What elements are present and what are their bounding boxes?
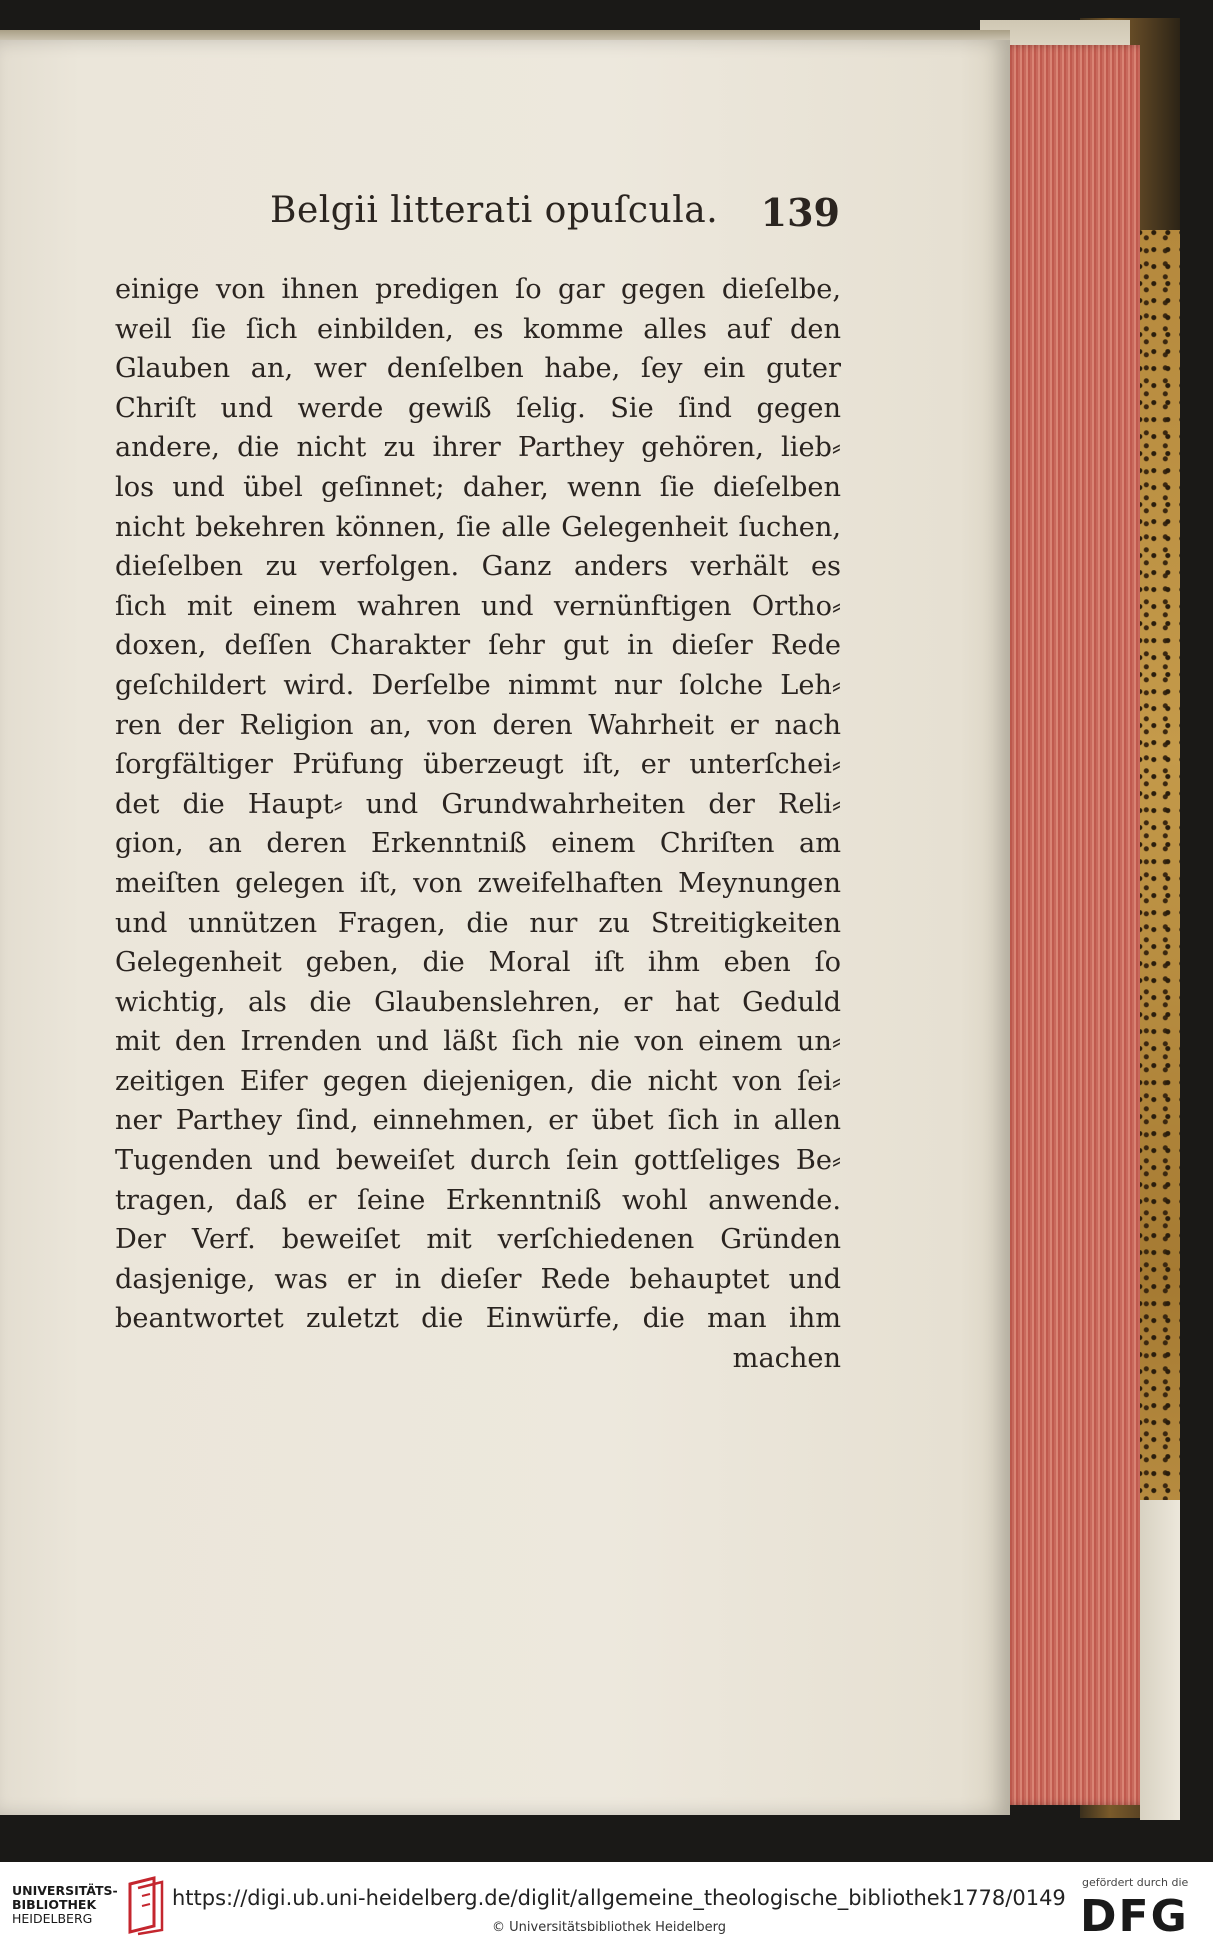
library-logo[interactable] [12,1884,122,1926]
running-head-title: Belgii litterati opuſcula. [270,190,719,231]
funding-caption: gefördert durch die [1082,1876,1189,1889]
text-line: Der Verf. beweiſet mit verſchiedenen Gründen [115,1224,841,1256]
text-line: gion, an deren Erkenntniß einem Chriſten am [115,828,841,860]
text-line: Tugenden und beweiſet durch ſein gottſeliges Be⸗ [115,1145,841,1177]
text-line: andere, die nicht zu ihrer Parthey gehören, lieb⸗ [115,432,841,464]
library-name-line: UNIVERSITÄTS- [12,1883,118,1898]
text-line: meiſten gelegen iſt, von zweifelhaften Meynungen [115,867,841,899]
permalink-url[interactable]: https://digi.ub.uni-heidelberg.de/diglit/allgemeine_theologische_bibliothek1778/0149 [172,1886,1066,1910]
viewer-footer [0,1862,1213,1951]
dfg-logo[interactable]: DFG [1080,1891,1189,1942]
body-text [115,270,841,1379]
text-line: Glauben an, wer denſelben habe, ſey ein guter [115,353,841,385]
text-line: ner Parthey ſind, einnehmen, er übet ſich in allen [115,1105,841,1137]
text-line: geſchildert wird. Derſelbe nimmt nur ſolche Leh⸗ [115,669,841,701]
page-number: 139 [760,190,840,235]
text-line: Gelegenheit geben, die Moral iſt ihm eben ſo [115,947,841,979]
text-line: und unnützen Fragen, die nur zu Streitigkeiten [115,907,841,939]
text-line: los und übel geſinnet; daher, wenn ſie dieſelben [115,471,841,503]
cover-corner [1140,1500,1180,1820]
ub-heidelberg-mark-icon [124,1874,168,1936]
text-line: mit den Irrenden und läßt ſich nie von einem un⸗ [115,1026,841,1058]
copyright-notice: © Universitätsbibliothek Heidelberg [492,1920,727,1935]
text-line: doxen, deſſen Charakter ſehr gut in dieſer Rede [115,630,841,662]
text-line: nicht bekehren können, ſie alle Gelegenheit ſuchen, [115,511,841,543]
library-name-line: BIBLIOTHEK [12,1897,97,1912]
text-line: dasjenige, was er in dieſer Rede behauptet und [115,1263,841,1295]
text-line: ſich mit einem wahren und vernünftigen Ortho⸗ [115,590,841,622]
text-line: beantwortet zuletzt die Einwürfe, die man ihm [115,1303,841,1335]
text-line: wichtig, als die Glaubenslehren, er hat Geduld [115,986,841,1018]
text-line: ſorgfältiger Prüfung überzeugt iſt, er unterſchei⸗ [115,749,841,781]
red-page-edges [1000,45,1140,1805]
catchword: machen [732,1343,841,1375]
text-line: dieſelben zu verfolgen. Ganz anders verhält es [115,551,841,583]
library-name-line: HEIDELBERG [12,1911,93,1926]
text-line: einige von ihnen predigen ſo gar gegen dieſelbe, [115,274,841,305]
text-line: Chriſt und werde gewiß ſelig. Sie ſind gegen [115,392,841,424]
text-line: zeitigen Eifer gegen diejenigen, die nicht von ſei⸗ [115,1065,841,1097]
text-line: tragen, daß er ſeine Erkenntniß wohl anwende. [115,1184,841,1216]
text-line: weil ſie ſich einbilden, es komme alles auf den [115,313,841,345]
running-head [270,190,840,240]
text-line: ren der Religion an, von deren Wahrheit er nach [115,709,841,741]
text-line: det die Haupt⸗ und Grundwahrheiten der Reli⸗ [115,788,841,820]
